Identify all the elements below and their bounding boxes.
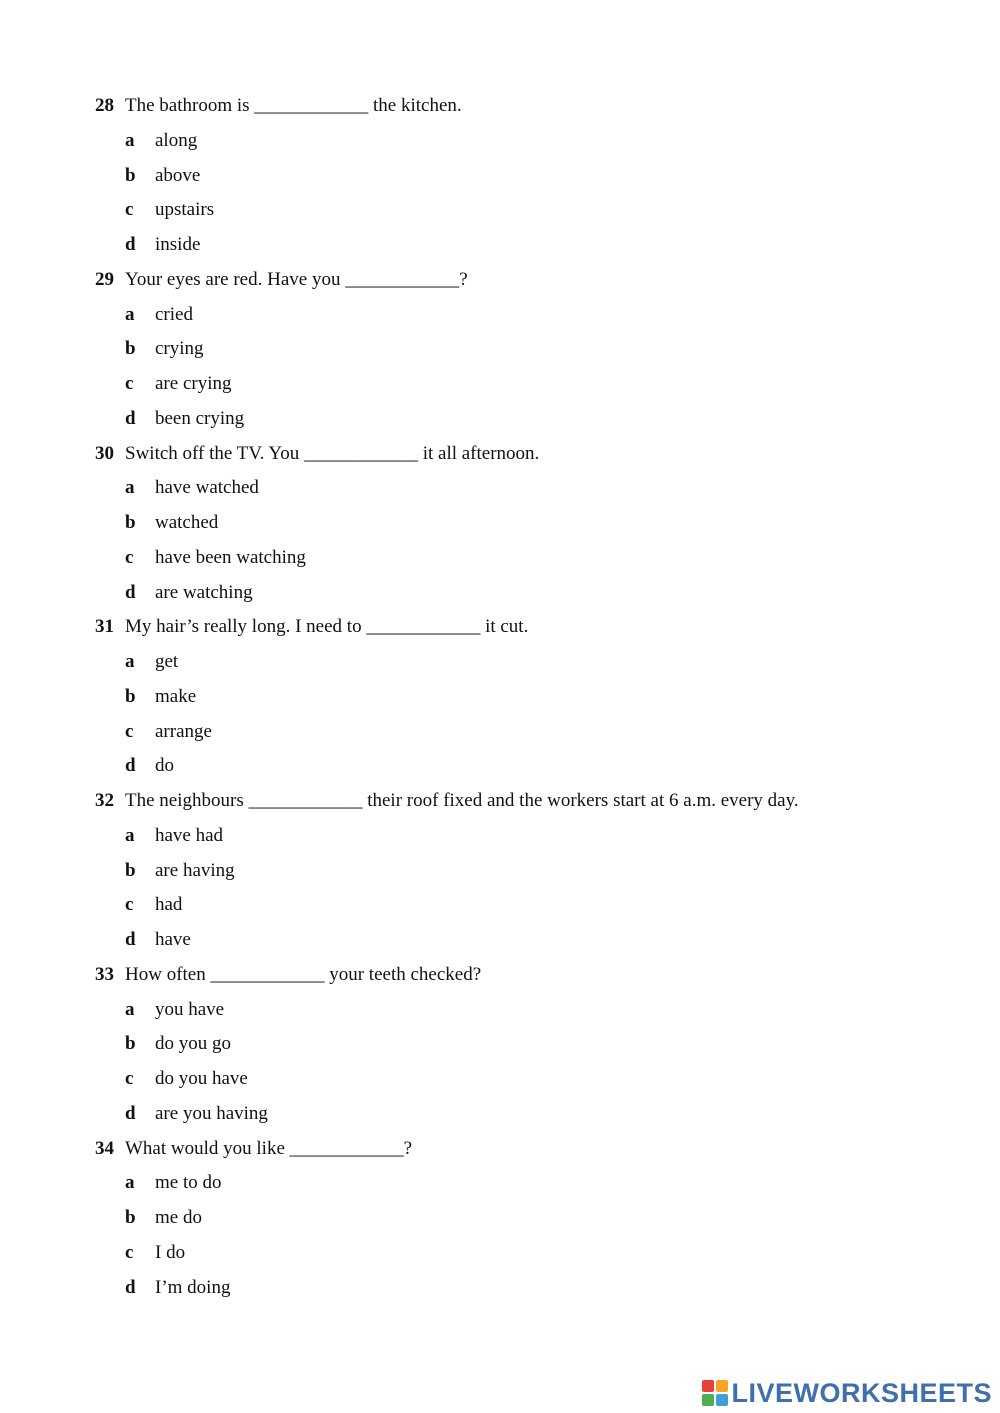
option-text: are crying xyxy=(155,373,232,394)
option-letter: d xyxy=(125,581,136,603)
question-text: My hair’s really long. I need to ____________ it cut. xyxy=(125,616,529,638)
option-letter: c xyxy=(125,1241,134,1263)
question-number: 32 xyxy=(95,790,114,811)
answer-option xyxy=(0,715,1000,750)
option-letter: c xyxy=(125,199,134,221)
question-number: 30 xyxy=(95,442,114,464)
option-text: watched xyxy=(155,512,219,533)
option-letter: d xyxy=(125,407,136,429)
question-line xyxy=(0,1132,1000,1167)
answer-option xyxy=(0,298,1000,333)
answer-option xyxy=(0,402,1000,437)
option-text: inside xyxy=(155,234,201,255)
liveworksheets-watermark xyxy=(702,1376,992,1410)
option-letter: a xyxy=(125,129,135,151)
answer-option xyxy=(0,471,1000,506)
question-text: Switch off the TV. You ____________ it all afternoon. xyxy=(125,442,540,464)
option-letter: c xyxy=(125,894,134,916)
question-number: 31 xyxy=(95,616,114,638)
answer-option xyxy=(0,332,1000,367)
option-text: have watched xyxy=(155,477,259,499)
answer-option xyxy=(0,645,1000,680)
option-letter: d xyxy=(125,929,136,950)
answer-option xyxy=(0,1062,1000,1097)
option-letter: b xyxy=(125,859,136,881)
option-text: do you go xyxy=(155,1033,231,1055)
option-text: crying xyxy=(155,338,204,360)
answer-option xyxy=(0,1236,1000,1271)
logo-tile xyxy=(716,1380,728,1392)
answer-option xyxy=(0,506,1000,541)
logo-tile xyxy=(716,1394,728,1406)
question-text: Your eyes are red. Have you ____________? xyxy=(125,268,468,290)
question-line xyxy=(0,437,1000,472)
question-text: How often ____________ your teeth checked? xyxy=(125,963,482,985)
question-text: The neighbours ____________ their roof fixed and the workers start at 6 a.m. every day. xyxy=(125,790,799,811)
option-letter: b xyxy=(125,685,136,707)
option-text: upstairs xyxy=(155,199,215,221)
option-letter: a xyxy=(125,477,135,499)
answer-option xyxy=(0,888,1000,923)
option-text: I do xyxy=(155,1241,186,1263)
answer-option xyxy=(0,1201,1000,1236)
answer-option xyxy=(0,124,1000,159)
answer-option xyxy=(0,993,1000,1028)
answer-option xyxy=(0,541,1000,576)
option-text: along xyxy=(155,129,198,151)
answer-option xyxy=(0,854,1000,889)
option-text: make xyxy=(155,685,197,707)
option-text: have been watching xyxy=(155,546,306,568)
question-line xyxy=(0,784,1000,819)
option-text: are watching xyxy=(155,581,253,603)
answer-option xyxy=(0,923,1000,958)
answer-option xyxy=(0,367,1000,402)
option-letter: b xyxy=(125,512,136,533)
question-28 xyxy=(0,89,1000,263)
option-letter: c xyxy=(125,546,134,568)
logo-tile xyxy=(702,1394,714,1406)
option-letter: a xyxy=(125,303,135,325)
question-number: 34 xyxy=(95,1137,114,1159)
option-letter: d xyxy=(125,1276,136,1298)
question-29 xyxy=(0,263,1000,437)
option-letter: c xyxy=(125,373,134,394)
option-text: cried xyxy=(155,303,193,325)
answer-option xyxy=(0,749,1000,784)
question-33 xyxy=(0,958,1000,1132)
question-number: 33 xyxy=(95,963,114,985)
option-letter: b xyxy=(125,164,136,186)
option-letter: d xyxy=(125,234,136,255)
answer-option xyxy=(0,576,1000,611)
question-31 xyxy=(0,610,1000,784)
option-letter: b xyxy=(125,1033,136,1055)
option-text: you have xyxy=(155,998,225,1020)
answer-option xyxy=(0,159,1000,194)
question-text: What would you like ____________? xyxy=(125,1137,413,1159)
option-letter: a xyxy=(125,998,135,1020)
question-30 xyxy=(0,437,1000,611)
question-32 xyxy=(0,784,1000,958)
answer-option xyxy=(0,1097,1000,1132)
option-letter: d xyxy=(125,1102,136,1124)
option-letter: d xyxy=(125,755,136,777)
option-letter: a xyxy=(125,1172,135,1194)
question-line xyxy=(0,610,1000,645)
option-text: do you have xyxy=(155,1068,248,1089)
answer-option xyxy=(0,819,1000,854)
option-text: been crying xyxy=(155,407,245,429)
answer-option xyxy=(0,193,1000,228)
option-text: have had xyxy=(155,824,224,846)
question-text: The bathroom is ____________ the kitchen. xyxy=(125,95,462,116)
question-34 xyxy=(0,1132,1000,1306)
watermark-text: LIVEWORKSHEETS xyxy=(731,1377,992,1408)
answer-option xyxy=(0,228,1000,263)
option-text: me to do xyxy=(155,1172,222,1194)
option-text: do xyxy=(155,755,174,777)
worksheet xyxy=(0,89,1000,1305)
option-text: have xyxy=(155,929,191,950)
option-letter: c xyxy=(125,1068,134,1089)
option-text: arrange xyxy=(155,720,212,742)
option-text: had xyxy=(155,894,183,916)
question-number: 28 xyxy=(95,95,114,116)
option-letter: a xyxy=(125,824,135,846)
option-letter: a xyxy=(125,651,135,672)
logo-tile xyxy=(702,1380,714,1392)
option-text: get xyxy=(155,651,179,672)
option-letter: b xyxy=(125,338,136,360)
answer-option xyxy=(0,1271,1000,1306)
option-text: are you having xyxy=(155,1102,268,1124)
liveworksheets-logo-icon xyxy=(702,1380,728,1406)
question-line xyxy=(0,89,1000,124)
option-text: me do xyxy=(155,1207,202,1228)
answer-option xyxy=(0,1166,1000,1201)
question-line xyxy=(0,958,1000,993)
answer-option xyxy=(0,680,1000,715)
option-text: are having xyxy=(155,859,235,881)
question-line xyxy=(0,263,1000,298)
option-text: I’m doing xyxy=(155,1276,231,1298)
question-number: 29 xyxy=(95,268,114,290)
option-text: above xyxy=(155,164,201,186)
answer-option xyxy=(0,1027,1000,1062)
option-letter: b xyxy=(125,1207,136,1228)
option-letter: c xyxy=(125,720,134,742)
